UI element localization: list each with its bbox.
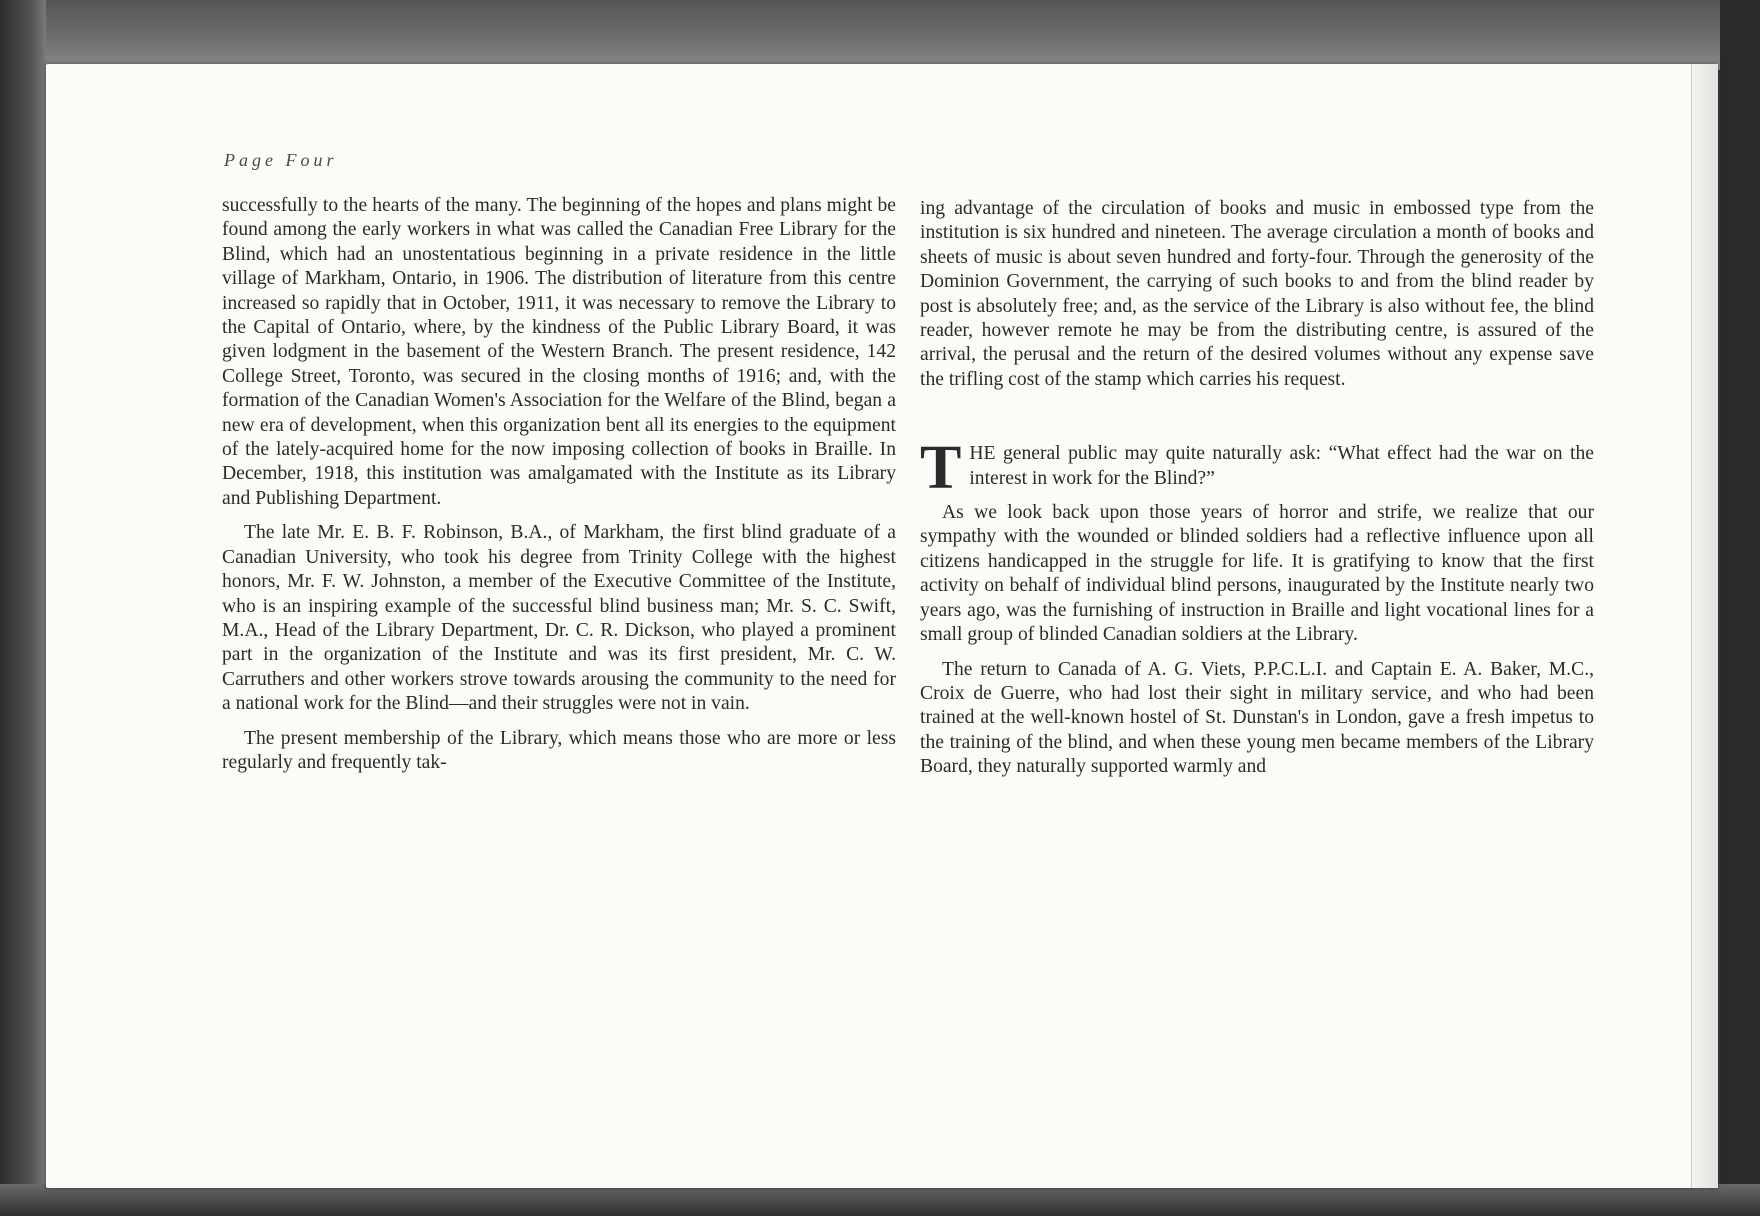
right-paragraph-1: ing advantage of the circulation of books and music in embossed type from the institution is six hundred and nineteen. The average circulation a month of books and sheets of music is about seven hundred and forty-four. Through the generosity of the Dominion Government, the carrying of such books to and from the blind reader by post is absolutely free; and, as the service of the Library is also without fee, the blind reader, however remote he may be from the distributing centre, is assured of the arrival, the perusal and the return of the desired volumes without any expense save the trifling cost of the stamp which carries his request. <box>920 198 1594 390</box>
right-column <box>920 197 1594 790</box>
left-paragraph-2: The late Mr. E. B. F. Robinson, B.A., of Markham, the first blind graduate of a Canadian University, who took his degree from Trinity College with the highest honors, Mr. F. W. Johnston, a member of the Executive Committee of the Institute, who is an inspiring example of the successful blind business man; Mr. S. C. Swift, M.A., Head of the Library Department, Dr. C. R. Dickson, who played a prominent part in the organization of the Institute and was its first president, Mr. C. W. Carruthers and other workers strove towards arousing the community to the need for a national work for the Blind—and their struggles were not in vain. <box>222 522 896 715</box>
left-paragraph-3: The present membership of the Library, which means those who are more or less regularly and frequently tak- <box>222 727 896 773</box>
left-column <box>222 194 896 785</box>
right-paragraph-2-text: HE general public may quite naturally ask: “What effect had the war on the interest in work for the Blind?” <box>969 443 1594 489</box>
scan-background-top <box>0 0 1760 70</box>
drop-cap: T <box>920 434 962 503</box>
page-header: Page Four <box>224 150 338 170</box>
next-page-edge <box>1691 64 1718 1188</box>
right-paragraph-3: As we look back upon those years of horror and strife, we realize that our sympathy with the wounded or blinded soldiers had a reflective influence upon all citizens handicapped in the struggle for life. It is gratifying to know that the first activity on behalf of individual blind persons, inaugurated by the Institute nearly two years ago, was the furnishing of instruction in Braille and light vocational lines for a small group of blinded Canadian soldiers at the Library. <box>920 502 1594 646</box>
document-page <box>46 64 1718 1188</box>
right-paragraph-2 <box>920 434 1594 503</box>
right-paragraph-4: The return to Canada of A. G. Viets, P.P.C.L.I. and Captain E. A. Baker, M.C., Croix de Guerre, who had lost their sight in military service, and who had been trained at the well-known hostel of St. Dunstan's in London, gave a fresh impetus to the training of the blind, and when these young men became members of the Library Board, they naturally supported warmly and <box>920 658 1594 778</box>
left-paragraph-1: successfully to the hearts of the many. The beginning of the hopes and plans might be found among the early workers in what was called the Canadian Free Library for the Blind, which had an unostentatious beginning in a private residence in the little village of Markham, Ontario, in 1906. The distribution of literature from this centre increased so rapidly that in October, 1911, it was necessary to remove the Library to the Capital of Ontario, where, by the kindness of the Public Library Board, it was given lodgment in the basement of the Western Branch. The present residence, 142 College Street, Toronto, was secured in the closing months of 1916; and, with the formation of the Canadian Women's Association for the Welfare of the Blind, began a new era of development, when this organization bent all its energies to the equipment of the lately-acquired home for the now imposing collection of books in Braille. In December, 1918, this institution was amalgamated with the Institute as its Library and Publishing Department. <box>222 195 896 509</box>
scan-background-bottom <box>0 1184 1760 1216</box>
scan-background-right <box>1720 0 1760 1216</box>
scan-background-left <box>0 0 46 1216</box>
